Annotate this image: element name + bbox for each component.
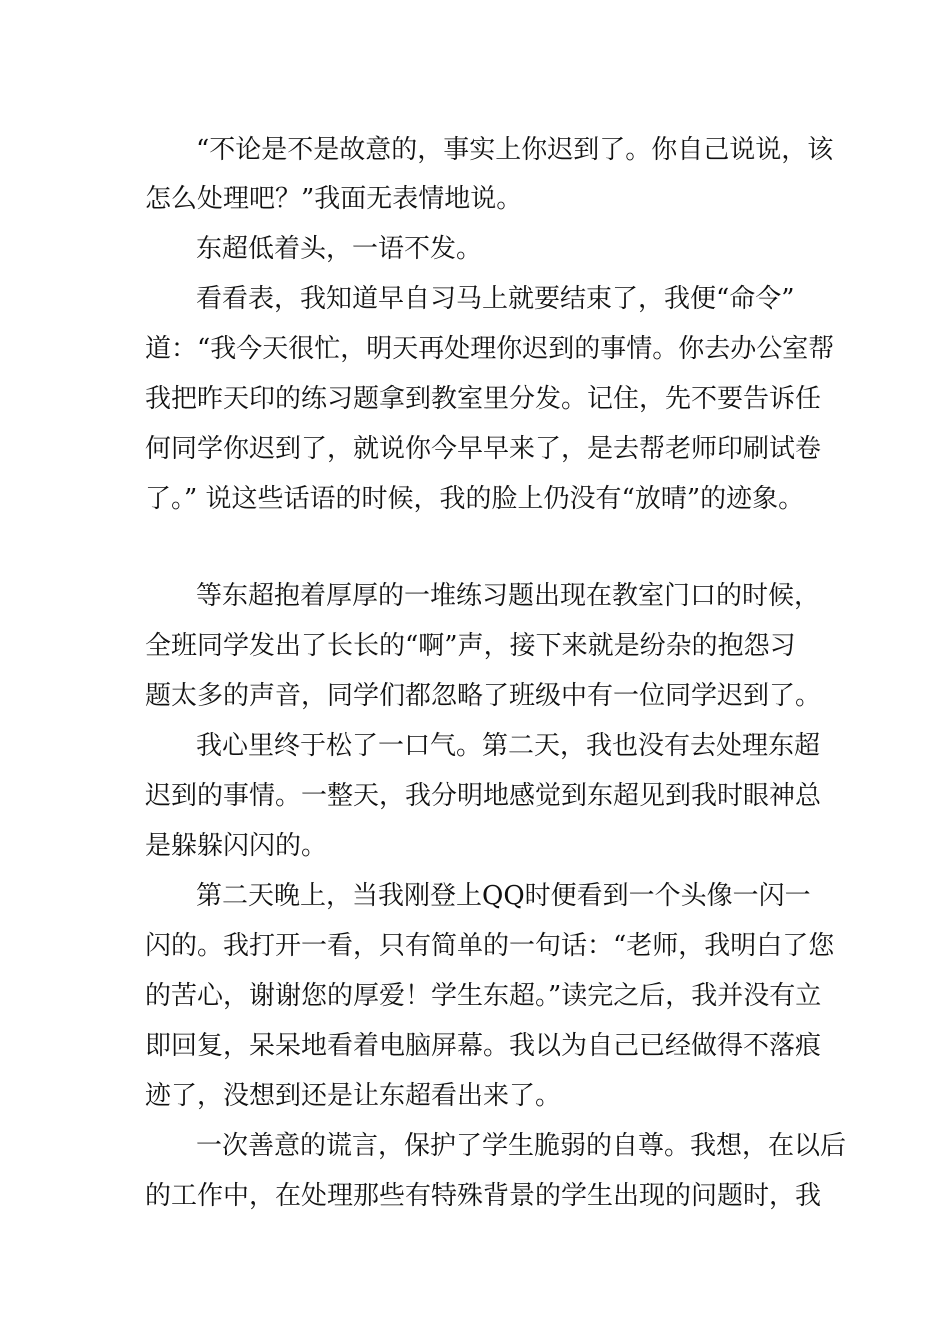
- text-line: 我心里终于松了一口气。第二天，我也没有去处理东超: [196, 731, 821, 761]
- text-line: 一次善意的谎言，保护了学生脆弱的自尊。我想，在以后: [196, 1131, 847, 1161]
- text-line: 题太多的声音，同学们都忽略了班级中有一位同学迟到了。: [145, 681, 822, 711]
- text-line: 怎么处理吧？”我面无表情地说。: [145, 184, 523, 214]
- text-line: 的工作中，在处理那些有特殊背景的学生出现的问题时，我: [145, 1181, 822, 1211]
- text-line: 迟到的事情。一整天，我分明地感觉到东超见到我时眼神总: [145, 781, 822, 811]
- text-line: 看看表，我知道早自习马上就要结束了，我便“命令”: [196, 284, 795, 314]
- text-line: 了。” 说这些话语的时候，我的脸上仍没有“放晴”的迹象。: [145, 484, 805, 514]
- text-line: “不论是不是故意的，事实上你迟到了。你自己说说，该: [196, 135, 834, 165]
- text-line: 何同学你迟到了，就说你今早早来了，是去帮老师印刷试卷: [145, 434, 822, 464]
- text-line: 全班同学发出了长长的“啊”声，接下来就是纷杂的抱怨习: [145, 631, 796, 661]
- text-line: 等东超抱着厚厚的一堆练习题出现在教室门口的时候，: [196, 581, 821, 611]
- text-line: 我把昨天印的练习题拿到教室里分发。记住，先不要告诉任: [145, 384, 822, 414]
- text-line: 即回复，呆呆地看着电脑屏幕。我以为自己已经做得不落痕: [145, 1031, 822, 1061]
- text-line: 是躲躲闪闪的。: [145, 831, 328, 861]
- text-line: 的苦心，谢谢您的厚爱！学生东超。”读完之后，我并没有立: [145, 981, 822, 1011]
- text-line: 东超低着头，一语不发。: [196, 234, 483, 264]
- text-line: 道：“我今天很忙，明天再处理你迟到的事情。你去办公室帮: [145, 334, 835, 364]
- text-line: 第二天晚上，当我刚登上QQ时便看到一个头像一闪一: [196, 881, 811, 911]
- text-line: 迹了，没想到还是让东超看出来了。: [145, 1081, 562, 1111]
- text-line: 闪的。我打开一看，只有简单的一句话：“老师，我明白了您: [145, 931, 835, 961]
